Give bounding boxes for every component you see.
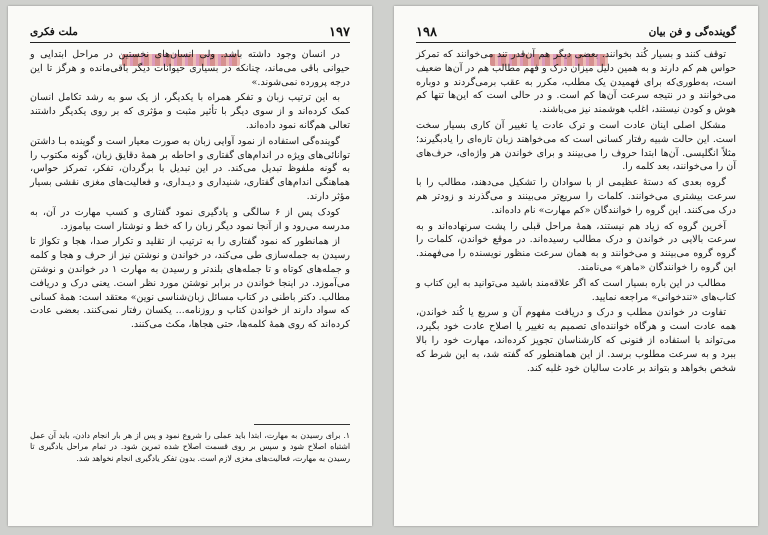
page-body [30, 48, 350, 334]
page-number: ۱۹۸ [416, 24, 437, 40]
page-header [416, 22, 736, 42]
header-rule [416, 42, 736, 43]
page-number: ۱۹۷ [329, 24, 350, 40]
running-title: گوینده‌گی و فن بیان [648, 26, 736, 38]
right-page [394, 6, 758, 526]
paragraph: کودک پس از ۶ سالگی و یادگیری نمود گفتاری و کسب مهارت در آن، به مدرسه می‌رود و از آنجا نمود دیگر زبان را که خط و نوشتار است بیاموزد. [30, 206, 350, 232]
running-title: ملت فکری [30, 26, 78, 38]
header-rule [30, 42, 350, 43]
left-page [8, 6, 372, 526]
paragraph: تفاوت در خواندن مطلب و درک و دریافت مفهوم آن و سریع یا کُند خواندن، همه عادت است و هرگاه خواننده‌ای تصمیم به تغییر یا اصلاح عادت خود بگیرد، می‌تواند با استفاده از فنونی که کارشناسان تجویز کرده‌اند، مهارت خود را بالا ببرد و به سرعت مطلوب برسد. از این هماهنطور که گفته شد، به این شرط که شخص بخواهد و بتواند بر عادت سالیان خود غلبه کند. [416, 307, 736, 374]
page-body [416, 48, 736, 377]
paragraph: از همانطور که نمود گفتاری را به ترتیب از تقلید و تکرار صدا، هجا و تکواژ تا رسیدن به جمله‌سازی طی می‌کند، در خواندن و نوشتن نیز از حرف و هجا و کلمه و جمله‌های کوتاه و تا جمله‌های بلندتر و رسیدن به مهارت ۱ در خواندن و نوشتن می‌آموزد. در اینجا خواندن در برابر نوشتن مورد نظر است. یعنی درک و دریافت مطالب. دکتر باطنی در کتاب مسائل زبان‌شناسی نوین» معتقد است: همهٔ کسانی که سواد دارند از خواندن کتاب و روزنامه... یکسان رفتار نمی‌کنند. بعضی عادت کرده‌اند که روی همهٔ کلمه‌ها، حتی هجاها، مکث می‌کنند. [30, 236, 351, 331]
footnote-rule [254, 424, 350, 425]
paragraph: توقف کنند و بسیار کُند بخوانند. بعضی دیگر هم آن‌قدر تند می‌خوانند که تمرکز حواس هم کم دارند و به همین دلیل میزان درک و فهم مطالب هم در آن‌ها ضعیف است، به‌طوری‌که برای فهمیدن یک مطلب، مکرر به عقب برمی‌گردند و دوباره می‌خوانند و در نتیجه سرعت آن‌ها کم است. و در حالی است که این‌ها تنها کم هوش و کودن نیستند، اغلب هوشمند نیز می‌باشند. [416, 49, 736, 116]
paragraph: مطالب در این باره بسیار است که اگر علاقه‌مند باشید می‌توانید به این کتاب و کتاب‌های «تندخوانی» مراجعه نمایید. [416, 277, 736, 303]
paragraph: گوینده‌گی استفاده از نمود آوایی زبان به صورت معیار است و گوینده بـا داشتن توانائی‌های ویژه در اندام‌های گفتاری و احاطه بر همهٔ دقایق زبان، گونه مکتوب را به گونه ملفوظ تبدیل می‌کند. در این تبدیل با برگردان، تفکر، تمرکز حواس، هماهنگی اندام‌های گفتاری، شنیداری و دیـداری، و فعالیت‌های مغزی نقشی بسیار مؤثر دارند. [30, 135, 350, 202]
page-header [30, 22, 350, 42]
paragraph: گروه بعدی که دستهٔ عظیمی از با سوادان را تشکیل می‌دهند، مطالب را با سرعت بیشتری می‌خوانند. کلمات را سریع‌تر می‌بینند و می‌گذرند و زودتر هم درک می‌کنند. این گروه را خوانندگان «کم مهارت» نام داده‌اند. [416, 177, 736, 216]
paragraph: آخرین گروه که زیاد هم نیستند، همهٔ مراحل قبلی را پشت سرنهاده‌اند و به سرعت بالایی در خواندن و درک مطالب رسیده‌اند. در موقع خواندن، کلمات را گروه گروه می‌بینند و می‌خوانند و به همان سرعت منظور نویسنده را می‌فهمند. این گروه را خوانندگان «ماهر» می‌نامند. [416, 220, 736, 273]
footnote: ۱. برای رسیدن به مهارت، ابتدا باید عملی را شروع نمود و پس از هر بار انجام دادن، باید آن عمل اشتباه اصلاح شود و سپس بر روی قسمت اصلاح شده تمرین شود. در تمام مراحل یادگیری تا رسیدن به مهارت، فعالیت‌های مغزی لازم است. بدون تفکر یادگیری انجام نخواهد شد. [30, 431, 350, 463]
paragraph: در انسان وجود داشته باشد. ولی انسان‌های نخستین در مراحل ابتدایی و حیوانی باقی می‌ماند، چنانکه در بسیاری حیوانات دیگر باقی‌مانده و هرگز تا این درجه پرورده نمی‌شوند.» [30, 49, 350, 88]
paragraph: به این ترتیب زبان و تفکر همراه با یکدیگر، از یک سو به رشد تکامل انسان کمک کرده‌اند و از سوی دیگر با تأثیر مثبت و مؤثری که بر روی یکدیگر داشتند تعالی هم‌گانه نمود داده‌اند. [30, 92, 350, 131]
paragraph: مشکل اصلی اینان عادت است و ترک عادت یا تغییر آن کاری بسیار سخت است. این حالت شبیه رفتار کسانی است که می‌خواهند زبان تازه‌ای را یادبگیرند؛ مثلاً انگلیسی. آن‌ها ابتدا حروف را می‌بینند و برای خواندن هر واژه‌ای، حرف‌های آن را می‌خوانند، بعد کلمه را. [416, 119, 736, 173]
